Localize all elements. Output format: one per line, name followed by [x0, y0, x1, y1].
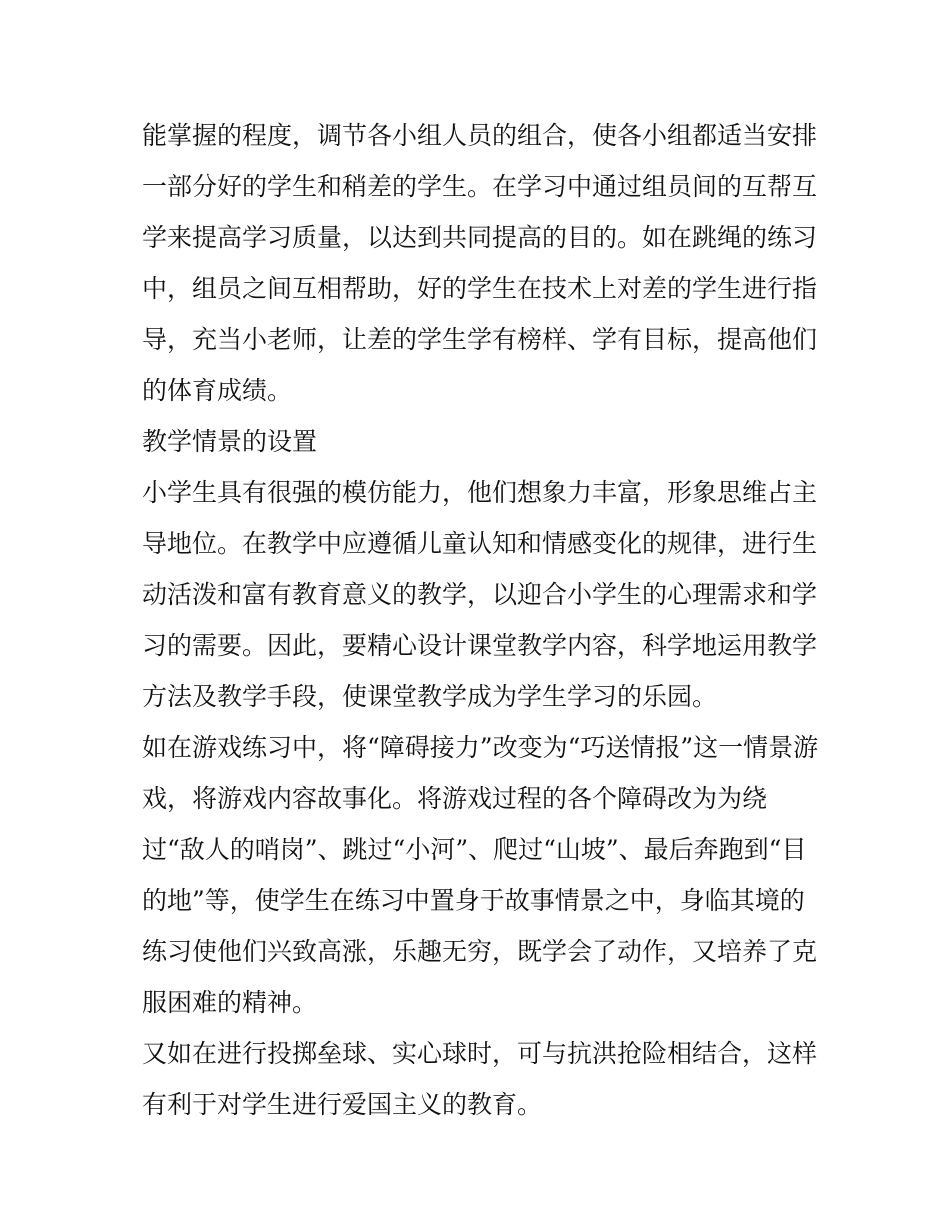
text-line-18: 服困难的精神。 — [142, 988, 318, 1017]
text-line-1: 能掌握的程度，调节各小组人员的组合，使各小组都适当安排 — [142, 121, 818, 150]
section-heading: 教学情景的设置 — [142, 427, 318, 456]
text-line-19: 又如在进行投掷垒球、实心球时，可与抗洪抢险相结合，这样 — [142, 1039, 818, 1068]
text-line-20: 有利于对学生进行爱国主义的教育。 — [142, 1090, 543, 1119]
text-line-9: 导地位。在教学中应遵循儿童认知和情感变化的规律，进行生 — [142, 529, 818, 558]
text-line-16: 的地”等，使学生在练习中置身于故事情景之中，身临其境的 — [142, 886, 805, 915]
text-line-13: 如在游戏练习中，将“障碍接力”改变为“巧送情报”这一情景游 — [142, 733, 819, 762]
text-line-11: 习的需要。因此，要精心设计课堂教学内容，科学地运用教学 — [142, 631, 818, 660]
text-line-14: 戏，将游戏内容故事化。将游戏过程的各个障碍改为为绕 — [142, 784, 768, 813]
text-line-10: 动活泼和富有教育意义的教学，以迎合小学生的心理需求和学 — [142, 580, 818, 609]
text-line-15: 过“敌人的哨岗”、跳过“小河”、爬过“山坡”、最后奔跑到“目 — [142, 835, 807, 864]
document-body — [142, 110, 822, 1130]
text-line-5: 导，充当小老师，让差的学生学有榜样、学有目标，提高他们 — [142, 325, 818, 354]
text-line-12: 方法及教学手段，使课堂教学成为学生学习的乐园。 — [142, 682, 718, 711]
text-line-4: 中，组员之间互相帮助，好的学生在技术上对差的学生进行指 — [142, 274, 818, 303]
text-line-17: 练习使他们兴致高涨，乐趣无穷，既学会了动作，又培养了克 — [142, 937, 818, 966]
text-line-3: 学来提高学习质量，以达到共同提高的目的。如在跳绳的练习 — [142, 223, 818, 252]
text-line-6: 的体育成绩。 — [142, 376, 293, 405]
text-line-2: 一部分好的学生和稍差的学生。在学习中通过组员间的互帮互 — [142, 172, 818, 201]
text-line-8: 小学生具有很强的模仿能力，他们想象力丰富，形象思维占主 — [142, 478, 818, 507]
